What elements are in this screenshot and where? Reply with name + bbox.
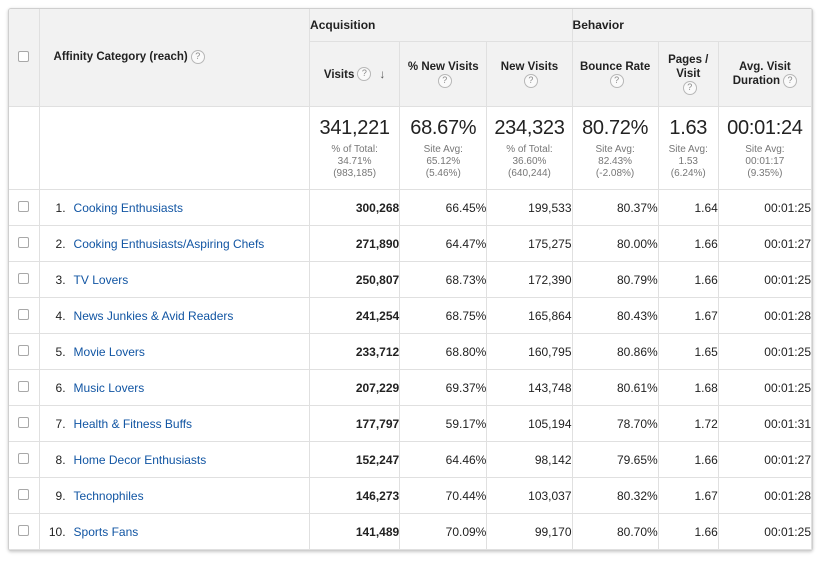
column-header-pages-visit[interactable] xyxy=(658,42,718,107)
row-new-visits: 99,170 xyxy=(487,514,572,550)
table-row xyxy=(9,478,812,514)
table-row xyxy=(9,190,812,226)
row-dimension-cell xyxy=(39,226,310,262)
row-pct-new-visits: 69.37% xyxy=(400,370,487,406)
dimension-header-label: Affinity Category (reach) xyxy=(53,51,188,64)
row-visits: 233,712 xyxy=(310,334,400,370)
row-dimension-link[interactable]: TV Lovers xyxy=(73,272,129,287)
row-bounce-rate: 80.61% xyxy=(572,370,658,406)
row-select-cell xyxy=(9,298,39,334)
row-pages-visit: 1.67 xyxy=(658,478,718,514)
select-all-checkbox[interactable] xyxy=(18,51,29,62)
row-pct-new-visits: 68.73% xyxy=(400,262,487,298)
total-avg-duration-sub: Site Avg: 00:01:17 (9.35%) xyxy=(745,143,785,179)
row-new-visits: 143,748 xyxy=(487,370,572,406)
row-new-visits: 199,533 xyxy=(487,190,572,226)
dimension-header-cell[interactable] xyxy=(39,9,310,107)
row-pct-new-visits: 68.75% xyxy=(400,298,487,334)
group-header-acquisition xyxy=(310,9,572,42)
total-avg-duration-value: 00:01:24 xyxy=(727,116,803,139)
row-checkbox[interactable] xyxy=(18,345,29,356)
column-label-avg-visit-duration: Avg. Visit Duration xyxy=(732,60,791,88)
row-select-cell xyxy=(9,262,39,298)
row-select-cell xyxy=(9,190,39,226)
row-bounce-rate: 80.00% xyxy=(572,226,658,262)
row-pages-visit: 1.66 xyxy=(658,514,718,550)
row-select-cell xyxy=(9,370,39,406)
row-visits: 141,489 xyxy=(310,514,400,550)
row-avg-duration: 00:01:27 xyxy=(718,442,811,478)
row-select-cell xyxy=(9,406,39,442)
totals-dimension-cell xyxy=(39,107,310,190)
total-bounce-rate-sub: Site Avg: 82.43% (-2.08%) xyxy=(595,143,635,179)
row-pct-new-visits: 70.44% xyxy=(400,478,487,514)
row-avg-duration: 00:01:25 xyxy=(718,190,811,226)
row-visits: 207,229 xyxy=(310,370,400,406)
row-new-visits: 105,194 xyxy=(487,406,572,442)
row-pages-visit: 1.64 xyxy=(658,190,718,226)
table-row xyxy=(9,370,812,406)
total-bounce-rate-value: 80.72% xyxy=(582,116,649,139)
group-header-behavior xyxy=(572,9,811,42)
column-header-bounce-rate[interactable] xyxy=(572,42,658,107)
row-avg-duration: 00:01:25 xyxy=(718,334,811,370)
table-row xyxy=(9,334,812,370)
table-body xyxy=(9,190,812,550)
row-select-cell xyxy=(9,514,39,550)
row-checkbox[interactable] xyxy=(18,489,29,500)
row-pages-visit: 1.72 xyxy=(658,406,718,442)
row-select-cell xyxy=(9,442,39,478)
row-pct-new-visits: 64.46% xyxy=(400,442,487,478)
row-bounce-rate: 80.43% xyxy=(572,298,658,334)
row-visits: 250,807 xyxy=(310,262,400,298)
row-dimension-link[interactable]: Music Lovers xyxy=(73,380,145,395)
row-avg-duration: 00:01:28 xyxy=(718,478,811,514)
table-row xyxy=(9,514,812,550)
totals-row xyxy=(9,107,812,190)
total-visits-value: 341,221 xyxy=(319,116,390,139)
row-select-cell xyxy=(9,478,39,514)
help-icon[interactable]: ? xyxy=(357,67,371,81)
row-pages-visit: 1.68 xyxy=(658,370,718,406)
row-index: 8. xyxy=(55,452,66,467)
row-avg-duration: 00:01:27 xyxy=(718,226,811,262)
row-dimension-cell xyxy=(39,406,310,442)
row-pages-visit: 1.66 xyxy=(658,262,718,298)
row-select-cell xyxy=(9,226,39,262)
row-visits: 300,268 xyxy=(310,190,400,226)
row-dimension-cell xyxy=(39,334,310,370)
total-pages-visit-value: 1.63 xyxy=(669,116,708,139)
affinity-category-report-table xyxy=(9,9,812,550)
group-label-acquisition: Acquisition xyxy=(310,18,376,32)
row-select-cell xyxy=(9,334,39,370)
total-pages-visit-cell xyxy=(658,107,718,190)
total-new-visits-cell xyxy=(487,107,572,190)
row-avg-duration: 00:01:25 xyxy=(718,514,811,550)
row-checkbox[interactable] xyxy=(18,525,29,536)
row-visits: 241,254 xyxy=(310,298,400,334)
column-header-pct-new-visits[interactable] xyxy=(400,42,487,107)
row-new-visits: 165,864 xyxy=(487,298,572,334)
row-dimension-cell xyxy=(39,370,310,406)
help-icon[interactable]: ? xyxy=(783,74,797,88)
total-pages-visit-sub: Site Avg: 1.53 (6.24%) xyxy=(668,143,708,179)
total-new-visits-sub: % of Total: 36.60% (640,244) xyxy=(506,143,553,179)
row-pages-visit: 1.67 xyxy=(658,298,718,334)
row-avg-duration: 00:01:31 xyxy=(718,406,811,442)
row-index: 7. xyxy=(55,416,66,431)
row-index: 5. xyxy=(55,344,66,359)
row-pct-new-visits: 70.09% xyxy=(400,514,487,550)
row-index: 6. xyxy=(55,380,66,395)
column-header-visits[interactable] xyxy=(310,42,400,107)
row-checkbox[interactable] xyxy=(18,417,29,428)
row-dimension-link[interactable]: Home Decor Enthusiasts xyxy=(73,452,207,467)
table-row xyxy=(9,406,812,442)
help-icon[interactable]: ? xyxy=(438,74,452,88)
row-avg-duration: 00:01:25 xyxy=(718,262,811,298)
row-dimension-link[interactable]: Sports Fans xyxy=(73,524,139,539)
help-icon[interactable]: ? xyxy=(524,74,538,88)
row-bounce-rate: 80.86% xyxy=(572,334,658,370)
total-avg-duration-cell xyxy=(718,107,811,190)
row-checkbox[interactable] xyxy=(18,237,29,248)
row-index: 1. xyxy=(55,200,66,215)
report-table-container xyxy=(8,8,813,551)
total-visits-cell xyxy=(310,107,400,190)
help-icon[interactable]: ? xyxy=(610,74,624,88)
row-index: 4. xyxy=(55,308,66,323)
row-pct-new-visits: 68.80% xyxy=(400,334,487,370)
row-dimension-cell xyxy=(39,298,310,334)
row-dimension-link[interactable]: Health & Fitness Buffs xyxy=(73,416,193,431)
row-pct-new-visits: 59.17% xyxy=(400,406,487,442)
row-visits: 177,797 xyxy=(310,406,400,442)
table-row xyxy=(9,298,812,334)
sort-descending-icon[interactable]: ↓ xyxy=(379,66,386,81)
table-row xyxy=(9,226,812,262)
row-bounce-rate: 80.37% xyxy=(572,190,658,226)
row-new-visits: 98,142 xyxy=(487,442,572,478)
total-pct-new-visits-value: 68.67% xyxy=(410,116,477,139)
row-checkbox[interactable] xyxy=(18,381,29,392)
row-dimension-cell xyxy=(39,190,310,226)
table-row xyxy=(9,262,812,298)
column-label-bounce-rate: Bounce Rate xyxy=(579,60,651,73)
row-index: 9. xyxy=(55,488,66,503)
row-bounce-rate: 80.32% xyxy=(572,478,658,514)
select-all-cell xyxy=(9,9,39,107)
row-dimension-cell xyxy=(39,478,310,514)
row-checkbox[interactable] xyxy=(18,453,29,464)
row-index: 3. xyxy=(55,272,66,287)
row-avg-duration: 00:01:28 xyxy=(718,298,811,334)
row-checkbox[interactable] xyxy=(18,309,29,320)
row-new-visits: 172,390 xyxy=(487,262,572,298)
row-bounce-rate: 78.70% xyxy=(572,406,658,442)
row-dimension-cell xyxy=(39,442,310,478)
column-label-new-visits: New Visits xyxy=(500,60,559,73)
row-dimension-link[interactable]: Cooking Enthusiasts xyxy=(73,200,183,215)
row-dimension-cell xyxy=(39,262,310,298)
row-index: 10. xyxy=(48,524,66,539)
row-bounce-rate: 79.65% xyxy=(572,442,658,478)
totals-checkbox-cell xyxy=(9,107,39,190)
help-icon[interactable]: ? xyxy=(683,81,697,95)
row-index: 2. xyxy=(55,236,66,251)
row-dimension-cell xyxy=(39,514,310,550)
row-avg-duration: 00:01:25 xyxy=(718,370,811,406)
column-header-new-visits[interactable] xyxy=(487,42,572,107)
row-visits: 146,273 xyxy=(310,478,400,514)
row-pages-visit: 1.66 xyxy=(658,226,718,262)
total-pct-new-visits-cell xyxy=(400,107,487,190)
column-header-avg-visit-duration[interactable] xyxy=(718,42,811,107)
column-label-visits: Visits xyxy=(323,68,355,81)
row-new-visits: 160,795 xyxy=(487,334,572,370)
row-visits: 152,247 xyxy=(310,442,400,478)
row-checkbox[interactable] xyxy=(18,201,29,212)
row-pct-new-visits: 64.47% xyxy=(400,226,487,262)
row-new-visits: 103,037 xyxy=(487,478,572,514)
row-bounce-rate: 80.70% xyxy=(572,514,658,550)
row-dimension-link[interactable]: Technophiles xyxy=(73,488,144,503)
row-dimension-link[interactable]: Movie Lovers xyxy=(73,344,145,359)
column-group-header-row xyxy=(9,9,812,42)
row-pages-visit: 1.66 xyxy=(658,442,718,478)
row-bounce-rate: 80.79% xyxy=(572,262,658,298)
help-icon[interactable]: ? xyxy=(191,50,205,64)
row-dimension-link[interactable]: News Junkies & Avid Readers xyxy=(73,308,234,323)
total-pct-new-visits-sub: Site Avg: 65.12% (5.46%) xyxy=(423,143,463,179)
table-row xyxy=(9,442,812,478)
group-label-behavior: Behavior xyxy=(572,18,624,32)
row-new-visits: 175,275 xyxy=(487,226,572,262)
row-dimension-link[interactable]: Cooking Enthusiasts/Aspiring Chefs xyxy=(73,236,265,251)
total-new-visits-value: 234,323 xyxy=(494,116,565,139)
row-pct-new-visits: 66.45% xyxy=(400,190,487,226)
row-pages-visit: 1.65 xyxy=(658,334,718,370)
row-visits: 271,890 xyxy=(310,226,400,262)
column-label-pages-visit: Pages / Visit xyxy=(668,53,709,80)
total-bounce-rate-cell xyxy=(572,107,658,190)
row-checkbox[interactable] xyxy=(18,273,29,284)
column-label-pct-new-visits: % New Visits xyxy=(407,60,479,73)
total-visits-sub: % of Total: 34.71% (983,185) xyxy=(331,143,378,179)
